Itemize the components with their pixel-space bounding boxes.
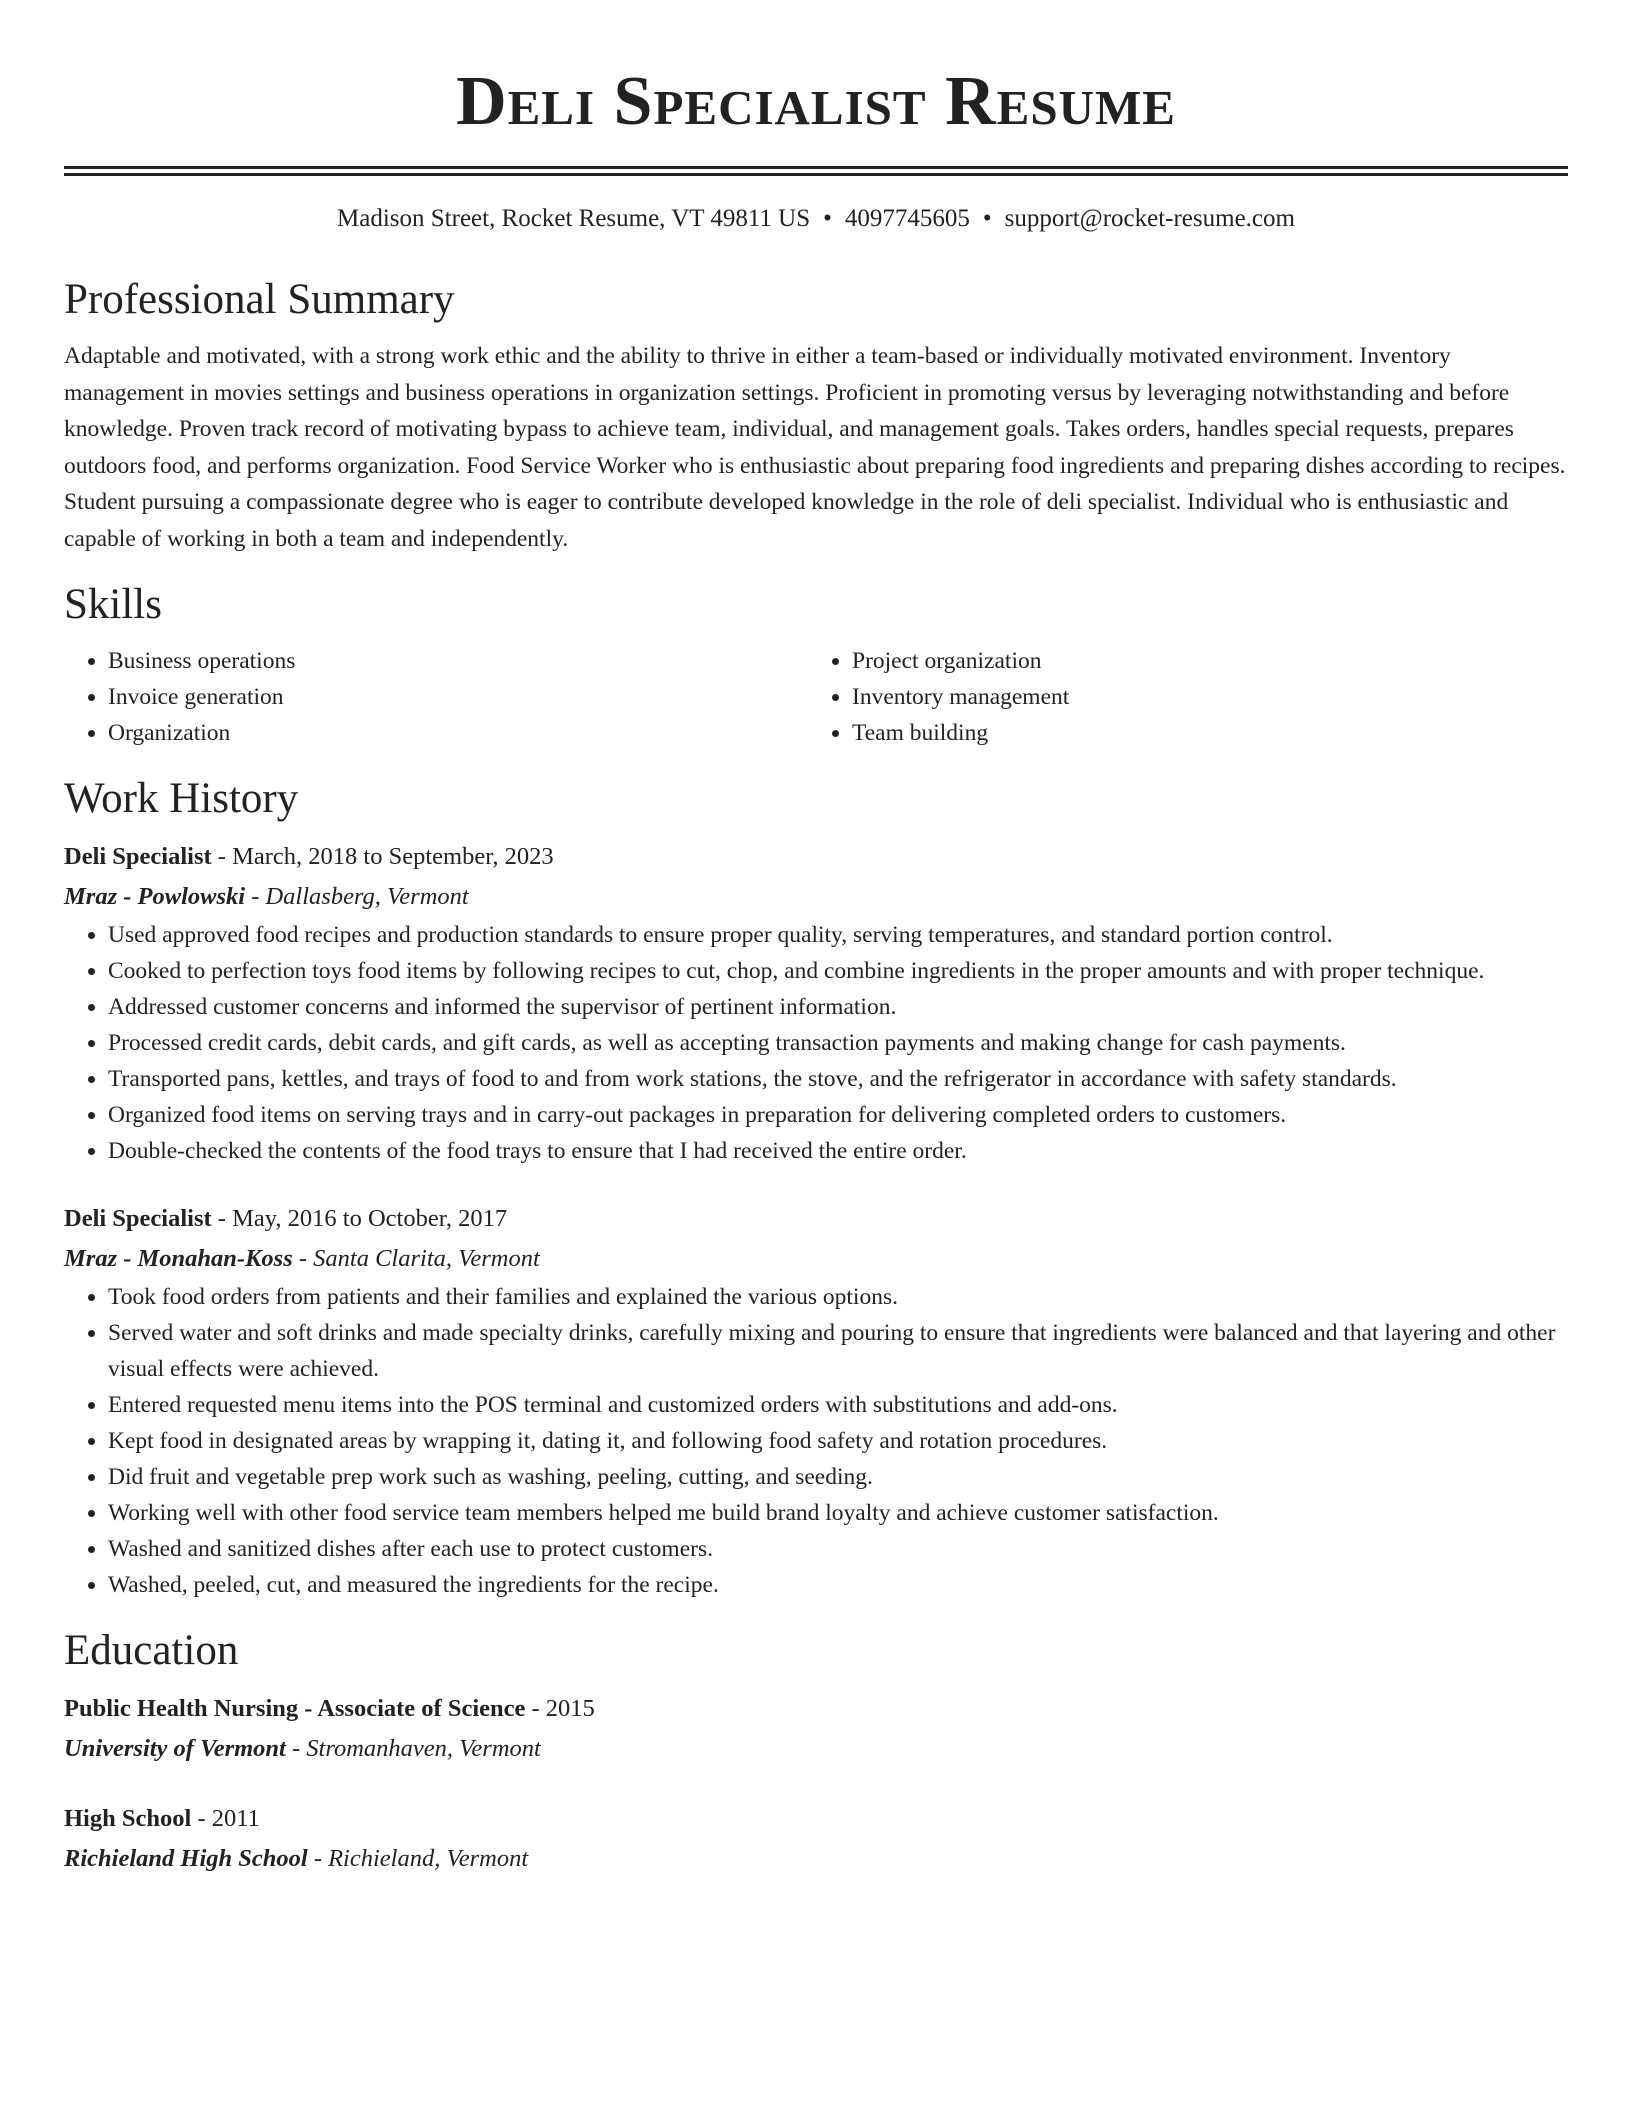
job-employer bbox=[64, 1239, 1568, 1279]
job-dates: - May, 2016 to October, 2017 bbox=[211, 1205, 508, 1232]
job-company: Mraz - Powlowski bbox=[64, 883, 246, 910]
skills-list-left bbox=[64, 643, 808, 751]
job-location: - Dallasberg, Vermont bbox=[245, 883, 469, 910]
education-location: - Richieland, Vermont bbox=[307, 1845, 529, 1872]
skills-grid bbox=[64, 643, 1568, 751]
job-duty: • Kept food in designated areas by wrapping it, dating it, and following food safety and rotation procedures. bbox=[108, 1423, 1568, 1459]
job-duties-list bbox=[64, 917, 1568, 1169]
job-employer bbox=[64, 877, 1568, 917]
skill-item: • Project organization bbox=[852, 643, 1568, 679]
job-entry bbox=[64, 837, 1568, 1169]
job-location: - Santa Clarita, Vermont bbox=[292, 1245, 540, 1272]
education-institution bbox=[64, 1839, 1568, 1879]
resume-title: Deli Specialist Resume bbox=[456, 63, 1176, 140]
job-duty: • Addressed customer concerns and informed the supervisor of pertinent information. bbox=[108, 989, 1568, 1025]
education-header bbox=[64, 1689, 1568, 1729]
job-duty: • Cooked to perfection toys food items by following recipes to cut, chop, and combine ingredients in the proper amounts and with proper technique. bbox=[108, 953, 1568, 989]
title-double-rule bbox=[64, 166, 1568, 176]
contact-separator: • bbox=[982, 205, 992, 232]
education-entry bbox=[64, 1799, 1568, 1879]
skills-list-right bbox=[808, 643, 1568, 751]
contact-address: Madison Street, Rocket Resume, VT 49811 US bbox=[337, 205, 811, 232]
education-location: - Stromanhaven, Vermont bbox=[285, 1735, 541, 1762]
contact-line bbox=[64, 204, 1568, 234]
skill-item: • Inventory management bbox=[852, 679, 1568, 715]
education-heading: Education bbox=[64, 1627, 239, 1674]
job-duty: • Did fruit and vegetable prep work such as washing, peeling, cutting, and seeding. bbox=[108, 1459, 1568, 1495]
education-header bbox=[64, 1799, 1568, 1839]
contact-separator: • bbox=[823, 205, 832, 232]
job-duty: • Processed credit cards, debit cards, and gift cards, as well as accepting transaction payments and making change for cash payments. bbox=[108, 1025, 1568, 1061]
job-role: Deli Specialist bbox=[64, 1205, 212, 1232]
summary-text: Adaptable and motivated, with a strong work ethic and the ability to thrive in either a team-based or individually motivated environment. Inventory management in movies settings and business operations in organization settings. Proficient in promoting versus by leveraging notwithstanding and before knowledge. Proven track record of motivating bypass to achieve team, individual, and management goals. Takes orders, handles special requests, prepares outdoors food, and performs organization. Food Service Worker who is enthusiastic about preparing food ingredients and preparing dishes according to recipes. Student pursuing a compassionate degree who is eager to contribute developed knowledge in the role of deli specialist. Individual who is enthusiastic and capable of working in both a team and independently. bbox=[64, 343, 1566, 552]
job-duty: • Used approved food recipes and production standards to ensure proper quality, serving temperatures, and standard portion control. bbox=[108, 917, 1568, 953]
job-duty: • Transported pans, kettles, and trays of food to and from work stations, the stove, and the refrigerator in accordance with safety standards. bbox=[108, 1061, 1568, 1097]
job-header bbox=[64, 1199, 1568, 1239]
education-institution bbox=[64, 1729, 1568, 1769]
job-duty: • Took food orders from patients and their families and explained the various options. bbox=[108, 1279, 1568, 1315]
job-role: Deli Specialist bbox=[64, 843, 212, 870]
education-school: University of Vermont bbox=[64, 1735, 286, 1762]
skill-item: • Business operations bbox=[108, 643, 808, 679]
education-degree: Public Health Nursing - Associate of Science bbox=[64, 1695, 526, 1722]
job-dates: - March, 2018 to September, 2023 bbox=[211, 843, 554, 870]
education-school: Richieland High School bbox=[64, 1845, 308, 1872]
contact-email: support@rocket-resume.com bbox=[1004, 205, 1295, 232]
job-duty: • Double-checked the contents of the food trays to ensure that I had received the entire order. bbox=[108, 1133, 1568, 1169]
education-year: - 2015 bbox=[525, 1695, 595, 1722]
education-entry bbox=[64, 1689, 1568, 1769]
job-duty: • Entered requested menu items into the POS terminal and customized orders with substitutions and add-ons. bbox=[108, 1387, 1568, 1423]
contact-phone: 4097745605 bbox=[844, 205, 970, 232]
job-duties-list bbox=[64, 1279, 1568, 1603]
work-history-heading: Work History bbox=[64, 775, 299, 822]
job-duty: • Organized food items on serving trays and in carry-out packages in preparation for delivering completed orders to customers. bbox=[108, 1097, 1568, 1133]
skill-item: • Team building bbox=[852, 715, 1568, 751]
job-duty: • Working well with other food service team members helped me build brand loyalty and achieve customer satisfaction. bbox=[108, 1495, 1568, 1531]
job-duty: • Washed and sanitized dishes after each use to protect customers. bbox=[108, 1531, 1568, 1567]
job-entry bbox=[64, 1199, 1568, 1603]
skills-heading: Skills bbox=[64, 581, 162, 628]
summary-heading: Professional Summary bbox=[64, 276, 455, 323]
job-duty: • Served water and soft drinks and made specialty drinks, carefully mixing and pouring to ensure that ingredients were balanced and that layering and other visual effects were achieved. bbox=[108, 1315, 1568, 1387]
job-header bbox=[64, 837, 1568, 877]
job-duty: • Washed, peeled, cut, and measured the ingredients for the recipe. bbox=[108, 1567, 1568, 1603]
education-degree: High School bbox=[64, 1805, 192, 1832]
job-company: Mraz - Monahan-Koss bbox=[64, 1245, 293, 1272]
skill-item: • Invoice generation bbox=[108, 679, 808, 715]
skill-item: • Organization bbox=[108, 715, 808, 751]
education-year: - 2011 bbox=[191, 1805, 260, 1832]
